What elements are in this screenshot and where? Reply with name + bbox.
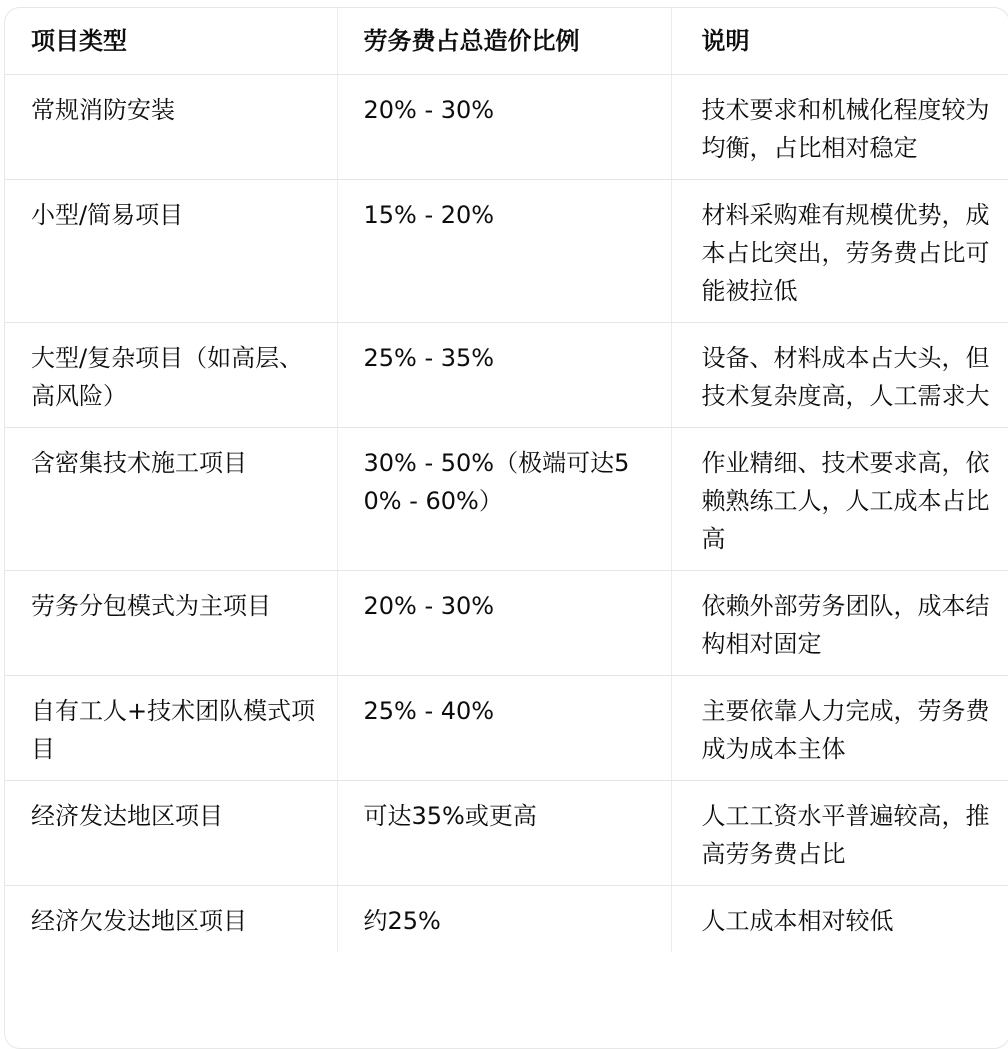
- cell-description: 人工成本相对较低: [701, 907, 894, 935]
- cell-description: 依赖外部劳务团队，成本结构相对固定: [671, 571, 1008, 676]
- cell-project-type: 劳务分包模式为主项目: [5, 571, 337, 676]
- labor-cost-table: [5, 8, 1008, 952]
- cell-project-type: 含密集技术施工项目: [5, 428, 337, 571]
- cell-labor-ratio: 25% - 40%: [337, 676, 671, 781]
- cell-labor-ratio: 20% - 30%: [337, 75, 671, 180]
- header-description: 说明: [671, 8, 1008, 75]
- table-row: [5, 428, 1008, 571]
- cell-labor-ratio: 30% - 50%（极端可达50% - 60%）: [337, 428, 671, 571]
- table-container: [4, 7, 1008, 1049]
- table-row: [5, 676, 1008, 781]
- cell-labor-ratio: 可达35%或更高: [337, 781, 671, 886]
- cell-project-type: 大型/复杂项目（如高层、高风险）: [5, 323, 337, 428]
- cell-description: 主要依靠人力完成，劳务费成为成本主体: [671, 676, 1008, 781]
- header-labor-ratio: 劳务费占总造价比例: [337, 8, 671, 75]
- cell-description: 材料采购难有规模优势，成本占比突出，劳务费占比可能被拉低: [671, 180, 1008, 323]
- cell-project-type: 经济发达地区项目: [5, 781, 337, 886]
- cell-description: 作业精细、技术要求高，依赖熟练工人，人工成本占比高: [671, 428, 1008, 571]
- cell-description: 技术要求和机械化程度较为均衡，占比相对稳定: [671, 75, 1008, 180]
- table-row: [5, 323, 1008, 428]
- cell-project-type: 自有工人+技术团队模式项目: [5, 676, 337, 781]
- header-project-type: 项目类型: [5, 8, 337, 75]
- table-row: [5, 75, 1008, 180]
- table-row: [5, 886, 1008, 953]
- table-row: [5, 180, 1008, 323]
- cell-description: 设备、材料成本占大头，但技术复杂度高，人工需求大: [671, 323, 1008, 428]
- cell-project-type: 小型/简易项目: [5, 180, 337, 323]
- cell-project-type: 经济欠发达地区项目: [5, 886, 337, 953]
- cell-description: 人工工资水平普遍较高，推高劳务费占比: [671, 781, 1008, 886]
- cell-labor-ratio: 约25%: [337, 886, 671, 953]
- table-row: [5, 781, 1008, 886]
- cell-labor-ratio: 25% - 35%: [337, 323, 671, 428]
- header-row: [5, 8, 1008, 75]
- cell-labor-ratio: 15% - 20%: [337, 180, 671, 323]
- table-row: [5, 571, 1008, 676]
- cell-labor-ratio: 20% - 30%: [337, 571, 671, 676]
- cell-project-type: 常规消防安装: [5, 75, 337, 180]
